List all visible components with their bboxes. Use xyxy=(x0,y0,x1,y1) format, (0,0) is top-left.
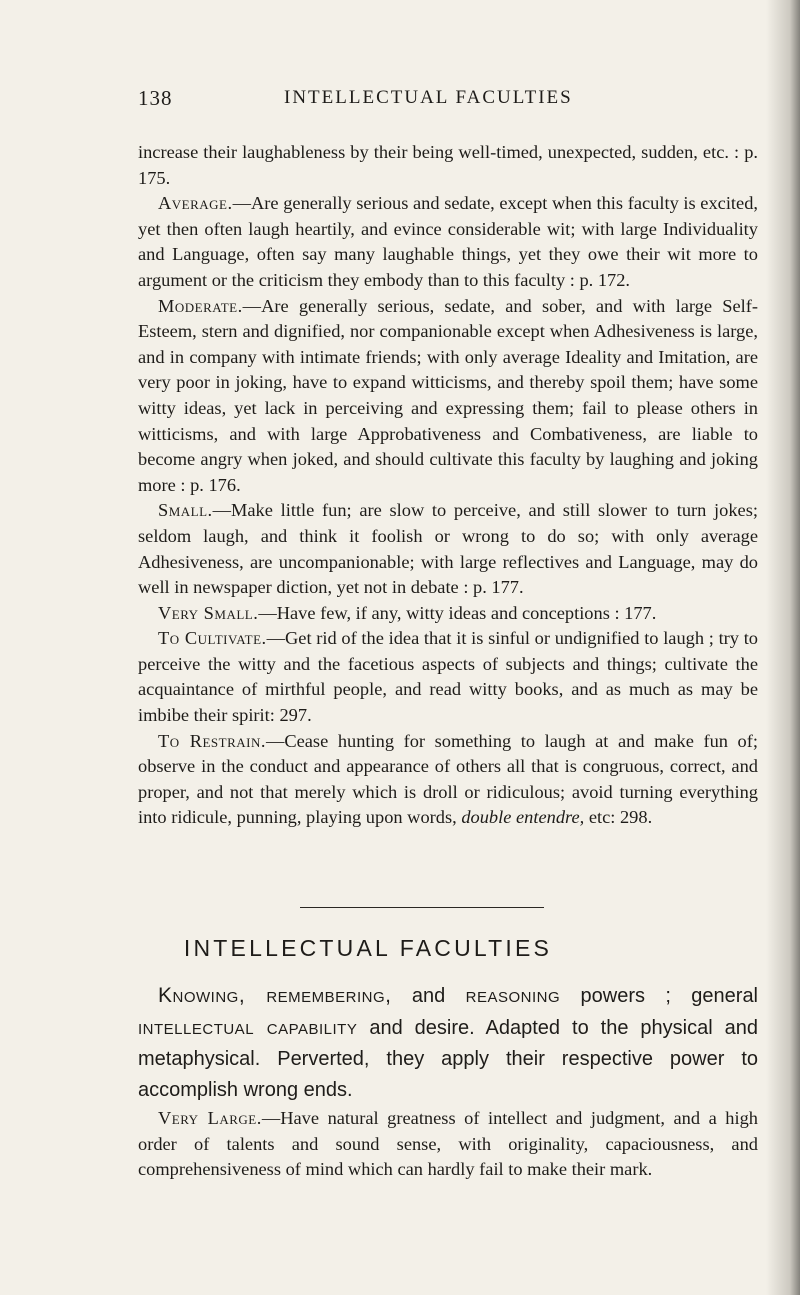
paragraph-lead: Small. xyxy=(158,500,213,521)
section-title: INTELLECTUAL FACULTIES xyxy=(183,935,553,961)
paragraph-very-small xyxy=(138,601,758,627)
body-text xyxy=(138,140,758,831)
intro-mid: powers ; general xyxy=(560,985,759,1007)
intro-text: and desire. Adapted to the physical and metaphysical. Perverted, they apply their respective power to accomplish wrong ends. xyxy=(138,1017,758,1101)
paragraph-to-cultivate xyxy=(138,626,758,728)
page-number: 138 xyxy=(138,86,173,110)
page-edge-shadow xyxy=(766,0,800,1295)
paragraph-lead: Very Small. xyxy=(158,602,259,623)
paragraph-lead: Moderate. xyxy=(158,295,243,316)
paragraph-text: —Have natural greatness of intellect and judgment, and a high order of talents and sound sense, with originality, capaciousness, and comprehensiveness of mind which can hardly fail to make their mark. xyxy=(138,1108,758,1180)
paragraph-lead: To Cultivate. xyxy=(158,628,267,649)
paragraph-text: —Cease hunting for something to laugh at and make fun of; observe in the conduct and appearance of others all that is congruous, correct, and proper, and not that merely which is droll or ridiculous; avoid turning everything into ridicule, punning, playing upon words, xyxy=(138,730,758,828)
intro-lead: intellectual capability xyxy=(138,1016,358,1039)
intro-mid: and xyxy=(391,985,466,1007)
paragraph-text: —Are generally serious and sedate, except when this faculty is excited, yet then often laugh heartily, and evince considerable wit; with large Individuality and Language, often say many laughable things, yet they owe their wit more to argument or the criticism they embody than to this faculty : p. 172. xyxy=(138,193,758,290)
italic-phrase: double entendre, xyxy=(461,807,585,828)
paragraph-lead: To Restrain. xyxy=(158,730,266,751)
paragraph-small xyxy=(138,498,758,600)
section-divider xyxy=(300,907,544,908)
paragraph-to-restrain xyxy=(138,729,758,831)
paragraph-tail: etc: 298. xyxy=(584,807,653,828)
intro-lead: reasoning xyxy=(465,984,561,1007)
paragraph-moderate xyxy=(138,294,758,499)
paragraph-continuation xyxy=(138,140,758,191)
page-header xyxy=(138,86,778,114)
section-body xyxy=(138,980,758,1183)
running-head: INTELLECTUAL FACULTIES xyxy=(284,87,573,108)
paragraph-very-large xyxy=(138,1106,758,1183)
paragraph-text: —Have few, if any, witty ideas and conceptions : 177. xyxy=(258,602,657,623)
intro-lead: Knowing, remembering, xyxy=(158,984,392,1007)
section-intro xyxy=(138,980,758,1106)
paragraph-lead: Very Large. xyxy=(158,1108,262,1128)
paragraph-lead: Average. xyxy=(158,193,233,214)
paragraph-text: increase their laughableness by their being well-timed, unexpected, sudden, etc. : p. 175. xyxy=(138,142,758,188)
paragraph-text: —Make little fun; are slow to perceive, and still slower to turn jokes; seldom laugh, and think it foolish or wrong to do so; with only average Adhesiveness, are uncompanionable; with large reflectives and Language, may do well in newspaper diction, yet not in debate : p. 177. xyxy=(138,500,758,598)
paragraph-average xyxy=(138,191,758,293)
paragraph-text: —Get rid of the idea that it is sinful or undignified to laugh ; try to perceive the witty and the facetious aspects of subjects and things; cultivate the acquaintance of mirthful people, and read witty books, and as much as may be imbibe their spirit: 297. xyxy=(138,628,758,726)
paragraph-text: —Are generally serious, sedate, and sober, and with large Self-Esteem, stern and dignified, nor companionable except when Adhesiveness is large, and in company with intimate friends; with only average Ideality and Imitation, are very poor in joking, have to expand witticisms, and thereby spoil them; have some witty ideas, yet lack in perceiving and expressing them; fail to please others in witticisms, and with large Approbativeness and Combativeness, are liable to become angry when joked, and should cultivate this faculty by laughing and joking more : p. 176. xyxy=(138,295,758,495)
